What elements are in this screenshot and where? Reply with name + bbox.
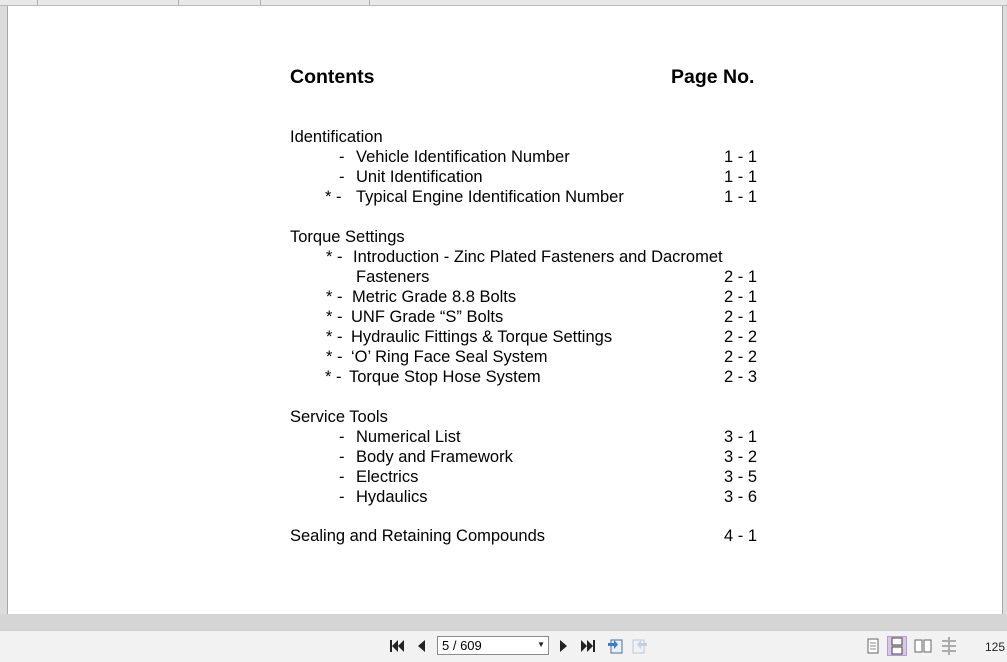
tab-divider [369, 0, 370, 5]
last-page-icon[interactable] [578, 636, 598, 656]
single-page-view-icon[interactable] [863, 636, 883, 656]
toc-item-label: Body and Framework [356, 448, 513, 466]
toc-item-label: ‘O’ Ring Face Seal System [351, 348, 548, 366]
toc-item-label: Typical Engine Identification Number [356, 188, 624, 206]
toc-item-page: 2 - 2 [724, 348, 758, 366]
item-prefix: * - [326, 348, 343, 366]
section-title: Identification [290, 128, 383, 146]
next-page-icon[interactable] [554, 636, 574, 656]
toc-item-page: 2 - 1 [724, 308, 758, 326]
section-title: Sealing and Retaining Compounds [290, 527, 546, 545]
zoom-level[interactable]: 125 [985, 640, 1006, 654]
item-prefix: - [339, 168, 345, 186]
item-prefix: * - [326, 328, 343, 346]
toc-item-page: 2 - 1 [724, 288, 758, 306]
toc-item-label: Introduction - Zinc Plated Fasteners and Dacromet [353, 248, 723, 266]
section-title: Service Tools [290, 408, 388, 426]
toc-item-page: 1 - 1 [724, 168, 758, 186]
item-prefix: - [339, 468, 345, 486]
toc-item-page: 3 - 5 [724, 468, 758, 486]
tab-divider [178, 0, 179, 5]
page-no-heading: Page No. [671, 66, 755, 88]
toc-item-label: Unit Identification [356, 168, 483, 186]
toc-item-page: 1 - 1 [724, 188, 758, 206]
document-page [7, 6, 1003, 614]
chevron-down-icon[interactable]: ▼ [537, 640, 545, 649]
item-prefix: * - [325, 368, 342, 386]
page-number-field[interactable] [437, 636, 549, 655]
toc-item-label: Hydaulics [356, 488, 428, 506]
toc-item-page: 3 - 6 [724, 488, 758, 506]
go-back-icon[interactable] [605, 636, 625, 656]
item-prefix: - [339, 488, 345, 506]
toc-item-label: UNF Grade “S” Bolts [351, 308, 504, 326]
item-prefix: * - [326, 308, 343, 326]
previous-page-icon[interactable] [411, 636, 431, 656]
tab-divider [260, 0, 261, 5]
toc-item-page: 2 - 2 [724, 328, 758, 346]
toc-item-page: 3 - 2 [724, 448, 758, 466]
toc-item-label: Vehicle Identification Number [356, 148, 570, 166]
contents-heading: Contents [290, 66, 375, 88]
toc-item-page: 3 - 1 [724, 428, 758, 446]
toc-item-label-continued: Fasteners [356, 268, 430, 286]
two-page-view-icon[interactable] [913, 636, 933, 656]
viewer-gap [0, 614, 1007, 630]
toc-item-label: Torque Stop Hose System [349, 368, 541, 386]
item-prefix: - [339, 148, 345, 166]
toc-item-label: Metric Grade 8.8 Bolts [352, 288, 517, 306]
toc-item-label: Numerical List [356, 428, 461, 446]
item-prefix: * - [326, 288, 343, 306]
first-page-icon[interactable] [387, 636, 407, 656]
toc-item-page: 1 - 1 [724, 148, 758, 166]
tab-divider [37, 0, 38, 5]
toc-item-page: 2 - 1 [724, 268, 758, 286]
toc-item-page: 4 - 1 [724, 527, 758, 545]
item-prefix: - [339, 428, 345, 446]
navigation-toolbar [0, 630, 1007, 662]
toc-item-page: 2 - 3 [724, 368, 758, 386]
toc-item-label: Electrics [356, 468, 419, 486]
go-forward-icon[interactable] [630, 636, 650, 656]
continuous-view-icon[interactable] [887, 636, 907, 656]
toc-item-label: Hydraulic Fittings & Torque Settings [351, 328, 613, 346]
page-number-value: 5 / 609 [442, 638, 482, 653]
continuous-two-page-view-icon[interactable] [939, 636, 959, 656]
item-prefix: * - [326, 248, 343, 266]
section-title: Torque Settings [290, 228, 405, 246]
item-prefix: * - [325, 188, 342, 206]
item-prefix: - [339, 448, 345, 466]
